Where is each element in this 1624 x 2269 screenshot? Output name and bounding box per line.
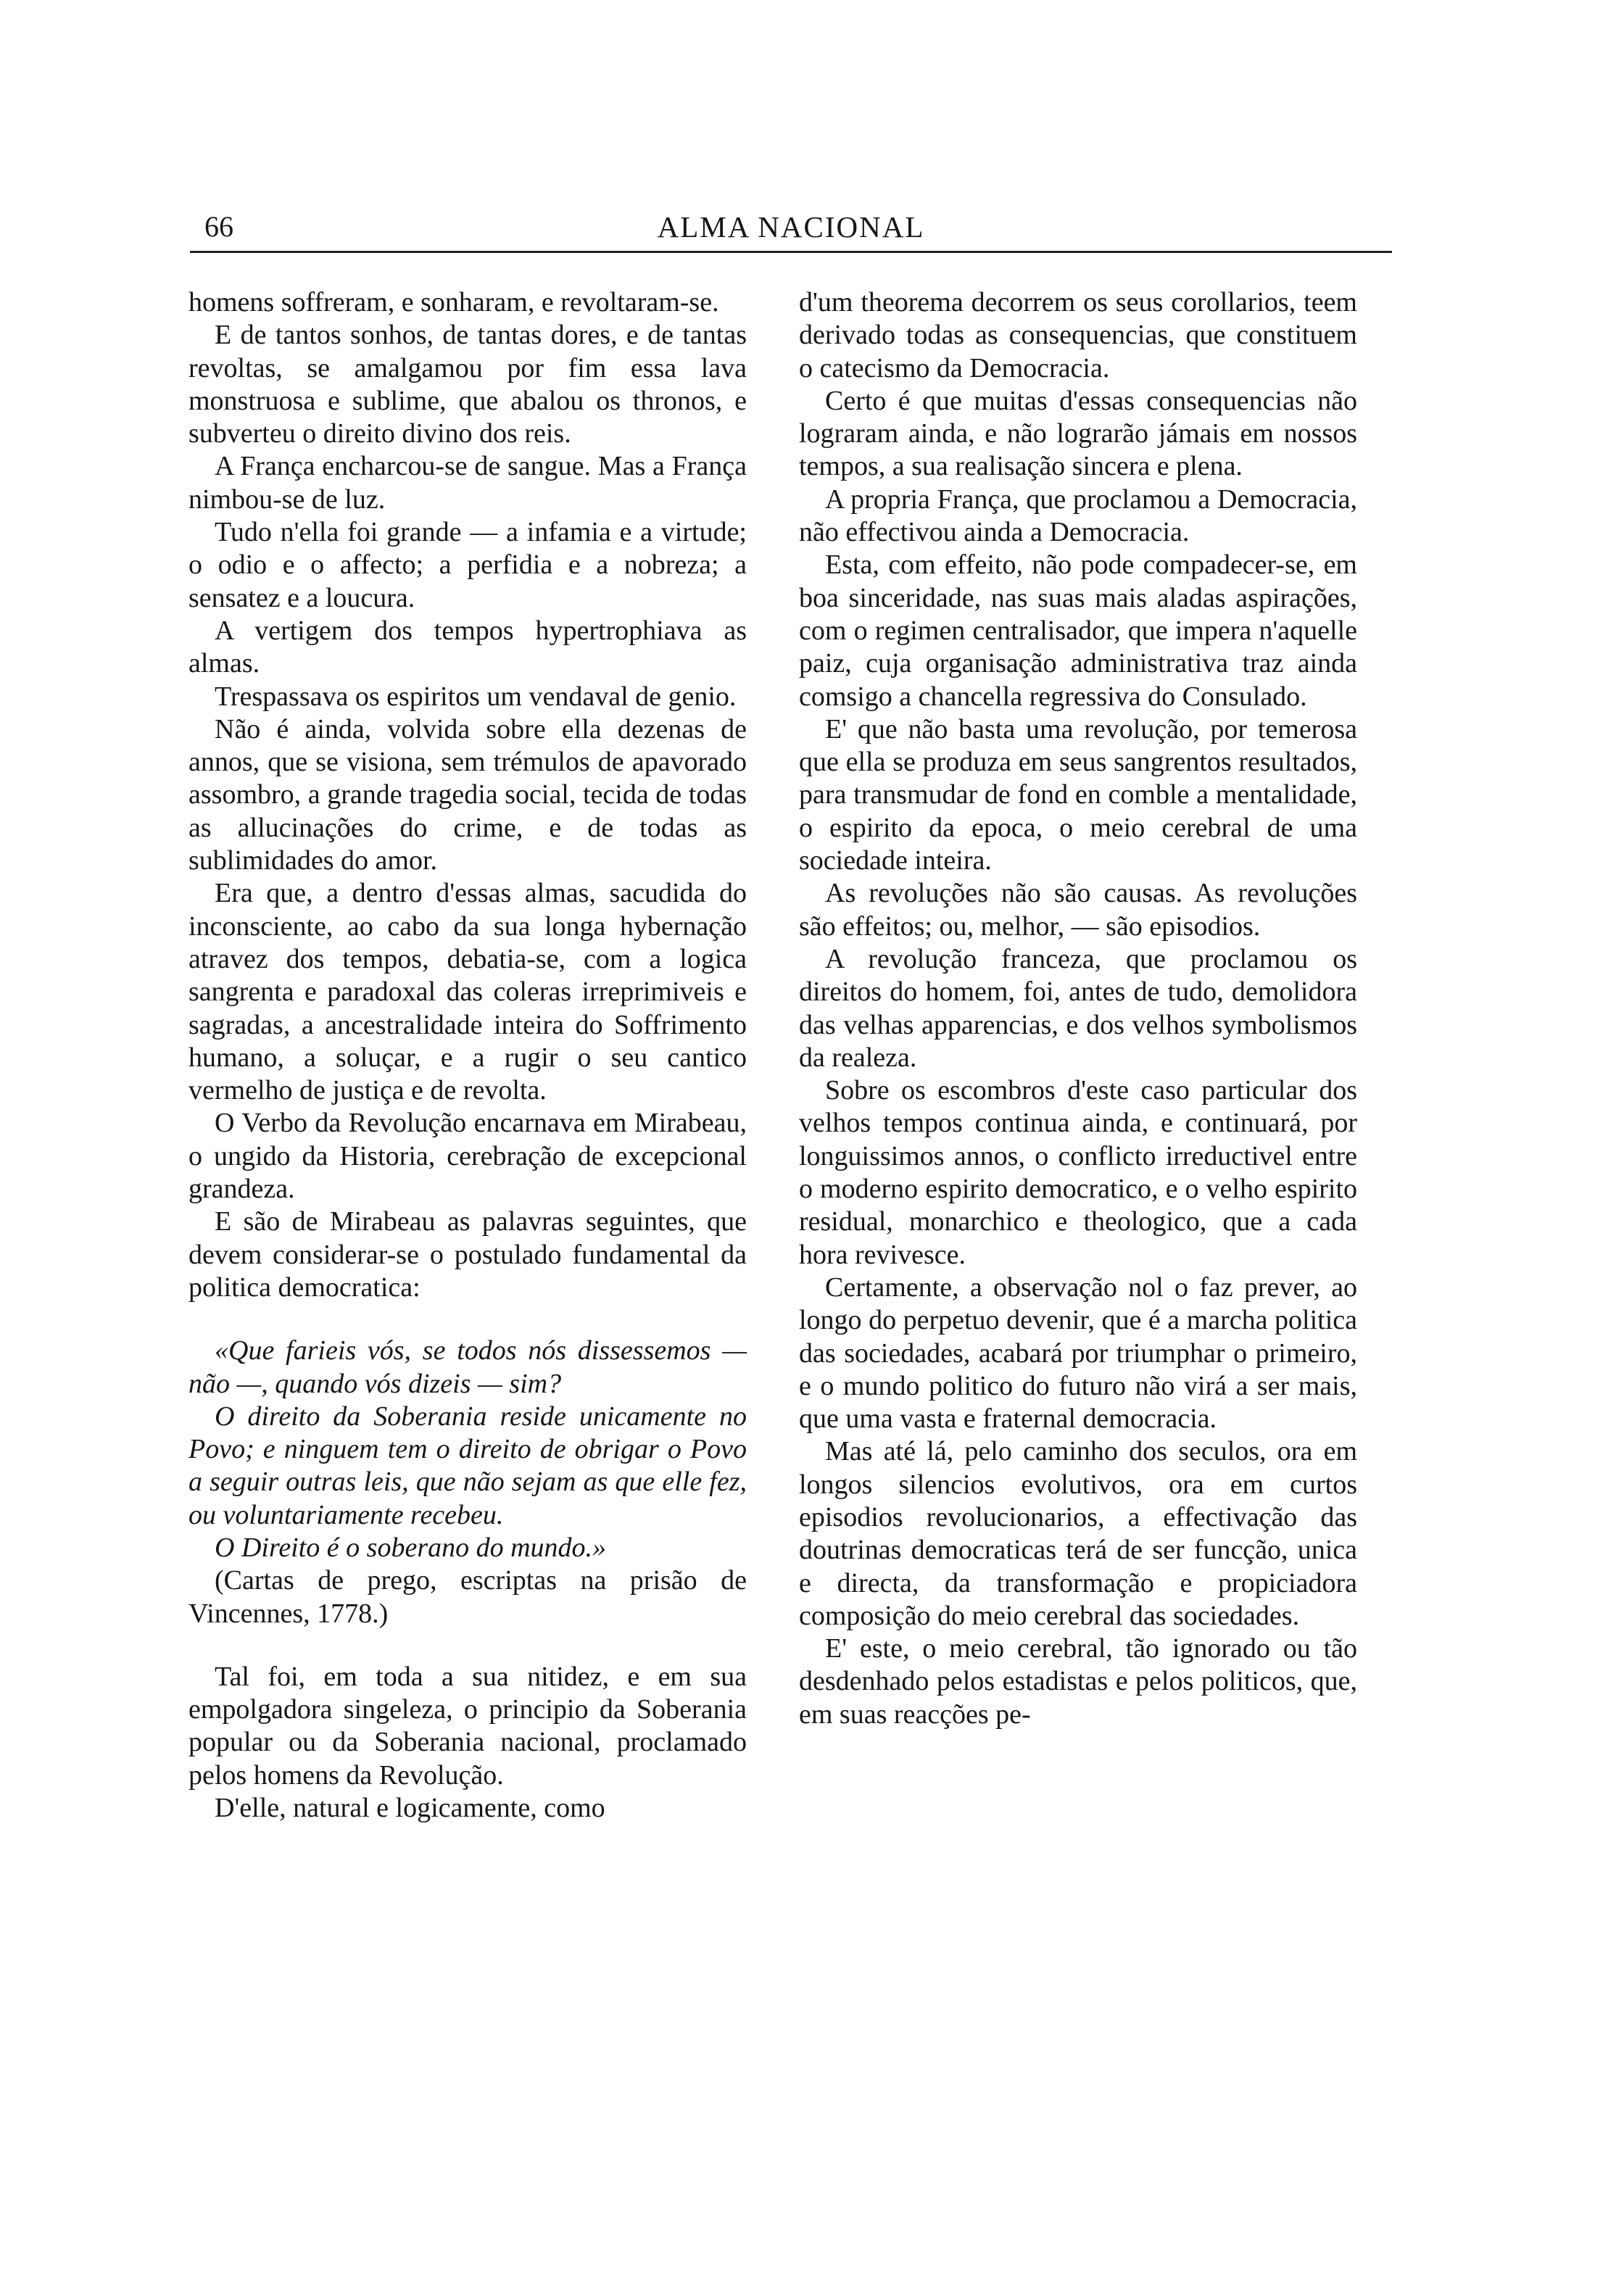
paragraph: Certamente, a observação nol o faz prever, ao longo do perpetuo devenir, que é a marcha politica das sociedades, acabará por triumphar o primeiro, e o mundo politico do futuro não virá a ser mais, que uma vasta e fraternal democracia. — [799, 1272, 1357, 1435]
paragraph: D'elle, natural e logicamente, como — [215, 1793, 605, 1824]
paragraph: homens soffreram, e sonharam, e revoltaram-se. — [188, 287, 719, 318]
left-column — [188, 286, 747, 1825]
quote-paragraph: O Direito é o soberano do mundo.» — [215, 1532, 607, 1563]
paragraph: A revolução franceza, que proclamou os direitos do homem, foi, antes de tudo, demolidora das velhas apparencias, e dos velhos symbolismos da realeza. — [799, 943, 1357, 1073]
paragraph: A vertigem dos tempos hypertrophiava as almas. — [188, 615, 747, 679]
paragraph: O Verbo da Revolução encarnava em Mirabeau, o ungido da Historia, cerebração de excepcional grandeza. — [188, 1108, 747, 1205]
header-rule — [190, 251, 1392, 253]
paragraph: E de tantos sonhos, de tantas dores, e de tantas revoltas, se amalgamou por fim essa lava monstruosa e sublime, que abalou os thronos, e subverteu o direito divino dos reis. — [188, 320, 747, 449]
paragraph: Sobre os escombros d'este caso particular dos velhos tempos continua ainda, e continuará, por longuissimos annos, o conflicto irreductivel entre o moderno espirito democratico, e o velho espirito residual, monarchico e theologico, que a cada hora revivesce. — [799, 1075, 1357, 1270]
page-number: 66 — [204, 210, 233, 243]
paragraph: d'um theorema decorrem os seus corollarios, teem derivado todas as consequencias, que constituem o catecismo da Democracia. — [799, 287, 1357, 383]
paragraph: Tal foi, em toda a sua nitidez, e em sua empolgadora singeleza, o principio da Soberania popular ou da Soberania nacional, proclamado pelos homens da Revolução. — [188, 1661, 747, 1791]
paragraph: Tudo n'ella foi grande — a infamia e a virtude; o odio e o affecto; a perfidia e a nobreza; a sensatez e a loucura. — [188, 517, 747, 613]
page-header — [190, 205, 1392, 250]
paragraph: E' este, o meio cerebral, tão ignorado ou tão desdenhado pelos estadistas e pelos politicos, que, em suas reacções pe- — [799, 1633, 1357, 1730]
paragraph: Era que, a dentro d'essas almas, sacudida do inconsciente, ao cabo da sua longa hybernação atravez dos tempos, debatia-se, com a logica sangrenta e paradoxal das coleras irreprimiveis e sagradas, a ancestralidade inteira do Soffrimento humano, a soluçar, e a rugir o seu cantico vermelho de justiça e de revolta. — [188, 878, 747, 1106]
paragraph: A propria França, que proclamou a Democracia, não effectivou ainda a Democracia. — [799, 484, 1357, 548]
paragraph: As revoluções não são causas. As revoluções são effeitos; ou, melhor, — são episodios. — [799, 878, 1357, 942]
running-title: ALMA NACIONAL — [657, 210, 925, 244]
paragraph: Trespassava os espiritos um vendaval de genio. — [215, 681, 737, 712]
paragraph: Não é ainda, volvida sobre ella dezenas de annos, que se visiona, sem trémulos de apavorado assombro, a grande tragedia social, tecida de todas as allucinações do crime, e de todas as sublimidades do amor. — [188, 713, 747, 876]
paragraph: E' que não basta uma revolução, por temerosa que ella se produza em seus sangrentos resultados, para transmudar de fond en comble a mentalidade, o espirito da epoca, o meio cerebral de uma sociedade inteira. — [799, 713, 1357, 876]
quote-paragraph: «Que farieis vós, se todos nós dissessemos — não —, quando vós dizeis — sim? — [188, 1335, 747, 1399]
paragraph: E são de Mirabeau as palavras seguintes, que devem considerar-se o postulado fundamental da politica democratica: — [188, 1206, 747, 1303]
paragraph: (Cartas de prego, escriptas na prisão de Vincennes, 1778.) — [188, 1565, 747, 1629]
right-column — [799, 286, 1357, 1731]
quote-paragraph: O direito da Soberania reside unicamente no Povo; e ninguem tem o direito de obrigar o Povo a seguir outras leis, que não sejam as que elle fez, ou voluntariamente recebeu. — [188, 1401, 747, 1530]
paragraph: Mas até lá, pelo caminho dos seculos, ora em longos silencios evolutivos, ora em curtos episodios revolucionarios, a effectivação das doutrinas democraticas terá de ser funcção, unica e directa, da transformação e propiciadora composição do meio cerebral das sociedades. — [799, 1436, 1357, 1631]
paragraph: Esta, com effeito, não pode compadecer-se, em boa sinceridade, nas suas mais aladas aspirações, com o regimen centralisador, que impera n'aquelle paiz, cuja organisação administrativa traz ainda comsigo a chancella regressiva do Consulado. — [799, 549, 1357, 712]
paragraph: Certo é que muitas d'essas consequencias não lograram ainda, e não lograrão jámais em nossos tempos, a sua realisação sincera e plena. — [799, 385, 1357, 482]
paragraph: A França encharcou-se de sangue. Mas a França nimbou-se de luz. — [188, 451, 747, 515]
